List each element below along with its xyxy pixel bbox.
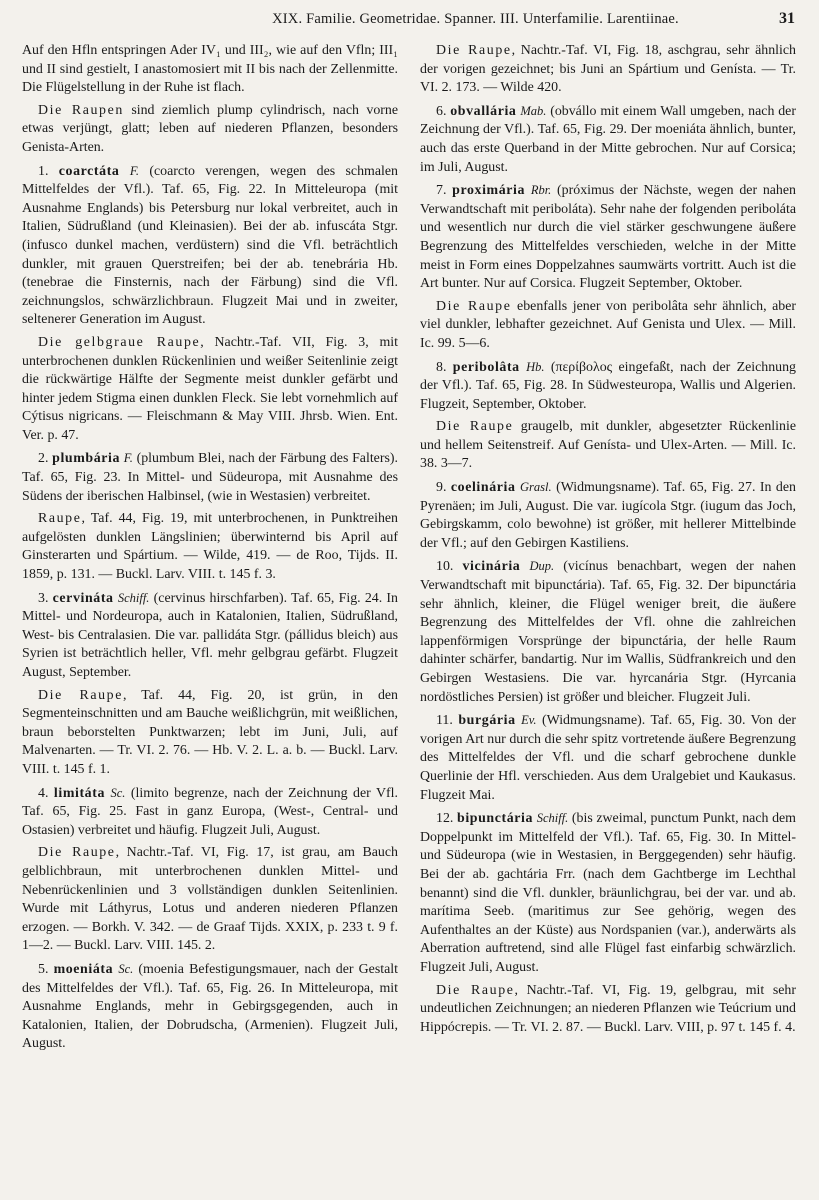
species-entry: 6. obvallária Mab. (obvállo mit einem Wall umgeben, nach der Zeichnung der Vfl.). Taf. 65, Fig. 29. Der moeniáta ähnlich, bunter, auch das erste Querband in der Mitte gebrochen. Nur auf Corsica; im Juli, August. — [420, 103, 796, 175]
species-name: plumbária — [52, 451, 121, 467]
species-entry: 5. moeniáta Sc. (moenia Befestigungsmauer, nach der Gestalt des Mittelfeldes der Vfl.). Taf. 65, Fig. 26. In Mitteleuropa, mit Ausnahme Englands, mehr in Gebirgsgegenden, auch in Katalonien, Italien, der Dobrudscha, (Armenien). Flugzeit Juli, August. — [22, 961, 398, 1052]
paragraph: Die Raupe, Nachtr.-Taf. VI, Fig. 17, ist grau, am Bauch gelblichbraun, mit unterbrochenen dunklen Mittel- und Nebenrückenlinien und 3 vollständigen dunklen Seitenlinien. Wurde mit Láthyrus, Lotus und anderen niederen Pflanzen erzogen. — Borkh. V. 342. — de Graaf Tijds. XXIX, p. 233 t. 9 f. 1—2. — Buckl. Larv. VIII. 145. 2. — [22, 845, 398, 954]
paragraph: Die Raupe, Taf. 44, Fig. 20, ist grün, in den Segmenteinschnitten und am Bauche weißlichgrün, mit weißlichen, braun beborstelten Punktwarzen; lebt im Juni, Juli, auf Malvenarten. — Tr. VI. 2. 76. — Hb. V. 2. L. a. b. — Buckl. Larv. VIII. t. 145 f. 1. — [22, 687, 398, 777]
species-name: coarctáta — [58, 163, 120, 179]
paragraph: Die Raupe graugelb, mit dunkler, abgesetzter Rückenlinie und hellem Seitenstreif. Auf Genísta- und Ulex-Arten. — Mill. Ic. 38. 3—7. — [420, 419, 796, 472]
species-entry: 10. vicinária Dup. (vicínus benachbart, wegen der nahen Verwandtschaft mit bipunctária). Taf. 65, Fig. 32. Der bipunctária sehr ähnlich, kleiner, die Flügel weniger breit, die äußere Begrenzung des Mittelfeldes der Vfl. ohne die zahlreichen lappenförmigen Vorsprünge der bipunctária, der helle Raum dahinter schärfer, bandartig. Nur im Wallis, Südfrankreich und den Gebirgen Westasiens. Die var. hyrcanária Stgr. (Hyrcania nordöstliches Persien) ist größer und bleicher. Flugzeit Juli. — [420, 559, 796, 705]
paragraph: Auf den Hfln entspringen Ader IV₁ und III₂, wie auf den Vfln; III₁ und II sind gestielt, I anastomosiert mit II bis nach der Zellenmitte. Die Flügelstellung in der Ruhe ist flach. — [22, 43, 398, 96]
species-name: vicinária — [462, 559, 521, 575]
species-entry: 4. limitáta Sc. (limito begrenze, nach der Zeichnung der Vfl. Taf. 65, Fig. 25. Fast in ganz Europa, (West-, Central- und Ostasien) verbreitet und häufig. Flugzeit Juli, August. — [22, 785, 398, 838]
paragraph: Die gelbgraue Raupe, Nachtr.-Taf. VII, Fig. 3, mit unterbrochenen dunklen Rückenlinien und weißer Seitenlinie zeigt die rückwärtige Hälfte der Segmente meist dunkler gefärbt und hinter jedem Stigma einen dunklen Fleck. Sie lebt vornehmlich auf Cýtisus nigricans. — Fleischmann & May VIII. Jhrsb. Wien. Ent. Ver. p. 47. — [22, 334, 398, 443]
paragraph: Raupe, Taf. 44, Fig. 19, mit unterbrochenen, in Punktreihen aufgelösten dunklen Längslinien; überwinternd bis April auf Ginsterarten und Spártium. — Wilde, 419. — de Roo, Tijds. II. 1859, p. 131. — Buckl. Larv. VIII. t. 145 f. 3. — [22, 511, 398, 583]
species-name: bipunctária — [457, 811, 534, 827]
species-entry: 11. burgária Ev. (Widmungsname). Taf. 65, Fig. 30. Von der vorigen Art nur durch die sehr spitz vortretende äußere Begrenzung des Mittelfeldes der Vfl. und die scharf gebrochene dunkle Querlinie der Hfl. verschieden. Aus dem Uralgebiet und Kaukasus. Flugzeit Mai. — [420, 713, 797, 803]
left-column — [22, 42, 398, 1058]
paragraph: Die Raupe, Nachtr.-Taf. VI, Fig. 18, aschgrau, sehr ähnlich der vorigen gezeichnet; bis Juni an Spártium und Genísta. — Tr. VI. 2. 173. — Wilde 420. — [420, 43, 796, 96]
right-column — [420, 42, 796, 1058]
species-name: moeniáta — [53, 961, 114, 977]
species-entry: 9. coelinária Grasl. (Widmungsname). Taf. 65, Fig. 27. In den Pyrenäen; im Juli, August. Die var. iugícola Stgr. (iugum das Joch, Gebirgskamm, colo bewohne) ist größer, mit hellerer Mittelbinde der Vfl.; auf den Gebirgen Kastiliens. — [420, 480, 796, 551]
species-name: cervináta — [52, 590, 114, 606]
species-entry: 2. plumbária F. (plumbum Blei, nach der Färbung des Falters). Taf. 65, Fig. 23. In Mittel- und Südeuropa, mit Ausnahme des Südens der iberischen Halbinsel, (wie in Westasien) verbreitet. — [22, 451, 398, 504]
species-entry: 7. proximária Rbr. (próximus der Nächste, wegen der nahen Verwandtschaft mit periboláta). Sehr nahe der folgenden periboláta und wesentlich nur durch die viel stärker geschwungene äußere Begrenzung des Mittelfeldes verschieden, welche in der Mitte meist in Form eines Doppelzahnes saumwärts vortritt. Auch ist die Art bunter. Nur auf Corsica. Flugzeit September, Oktober. — [420, 183, 796, 292]
species-entry: 1. coarctáta F. (coarcto verengen, wegen des schmalen Mittelfeldes der Vfl.). Taf. 65, Fig. 22. In Mitteleuropa (mit Ausnahme Englands) bis Petersburg nur lokal verbreitet, auch in Italien, Südrußland (und Kleinasien). Bei der ab. infuscáta Stgr. (infusco dunkel machen, verdüstern) sind die Vfl. beträchtlich dunkler, mit grauen Querstreifen; bei der ab. tenebrária Hb. (tenebrae die Finsternis, nach der Färbung) sind die Vfl. zeichnungslos, schwärzlichbraun. Flugzeit Mai und in zweiter, seltenerer Generation im August. — [22, 163, 398, 328]
species-name: proximária — [452, 183, 526, 199]
paragraph: Die Raupe ebenfalls jener von peribolâta sehr ähnlich, aber viel dunkler, lebhafter gezeichnet. Auf Genista und Ulex. — Mill. Ic. 99. 5—6. — [420, 298, 796, 351]
species-name: coelinária — [450, 480, 516, 496]
species-entry: 12. bipunctária Schiff. (bis zweimal, punctum Punkt, nach dem Doppelpunkt im Mittelfeld der Vfl.). Taf. 65, Fig. 30. In Mittel- und Südeuropa (wie in Westasien, in Berggegenden) sehr häufig. Bei der ab. gachtária Frr. (nach dem Gachtberge im Lechthal benannt) sind die Vfl. dunkler, bräunlichgrau, bei der var. und ab. marítima Seeb. (maritimus zur See gehörig, wegen des Aufenthaltes an der Küste) aus Nordspanien (var.), anderwärts als Aberration auftretend, sind alle Flügel fast einfarbig schwärzlich. Flugzeit Juli, August. — [420, 811, 796, 975]
paragraph: Die Raupen sind ziemlich plump cylindrisch, nach vorne etwas verjüngt, glatt; leben auf niederen Pflanzen, besonders Genista-Arten. — [22, 102, 398, 155]
species-entry: 3. cervináta Schiff. (cervinus hirschfarben). Taf. 65, Fig. 24. In Mittel- und Nordeuropa, auch in Katalonien, Italien, Südrußland, West- bis Centralasien. Die var. pallidáta Stgr. (pállidus bleich) aus Syrien ist beträchtlich heller, Vfl. mehr gelbgrau gefärbt. Flugzeit August, September. — [22, 590, 398, 680]
species-entry: 8. peribolâta Hb. (περίβολος eingefaßt, nach der Zeichnung der Vfl.). Taf. 65, Fig. 28. In Südwesteuropa, Wallis und Algerien. Flugzeit, September, Oktober. — [420, 359, 796, 412]
species-name: burgária — [458, 713, 516, 729]
running-title: XIX. Familie. Geometridae. Spanner. III. Unterfamilie. Larentiinae. — [272, 11, 679, 27]
text-columns — [22, 42, 799, 1058]
page-number: 31 — [779, 10, 795, 27]
running-header — [22, 10, 799, 42]
species-name: peribolâta — [452, 359, 520, 375]
paragraph: Die Raupe, Nachtr.-Taf. VI, Fig. 19, gelbgrau, mit sehr undeutlichen Zeichnungen; an niederen Pflanzen wie Teúcrium und Hippócrepis. — Tr. VI. 2. 87. — Buckl. Larv. VIII, p. 97 t. 145 f. 4. — [420, 982, 796, 1035]
species-name: limitáta — [53, 785, 105, 801]
species-name: obvallária — [450, 103, 517, 119]
